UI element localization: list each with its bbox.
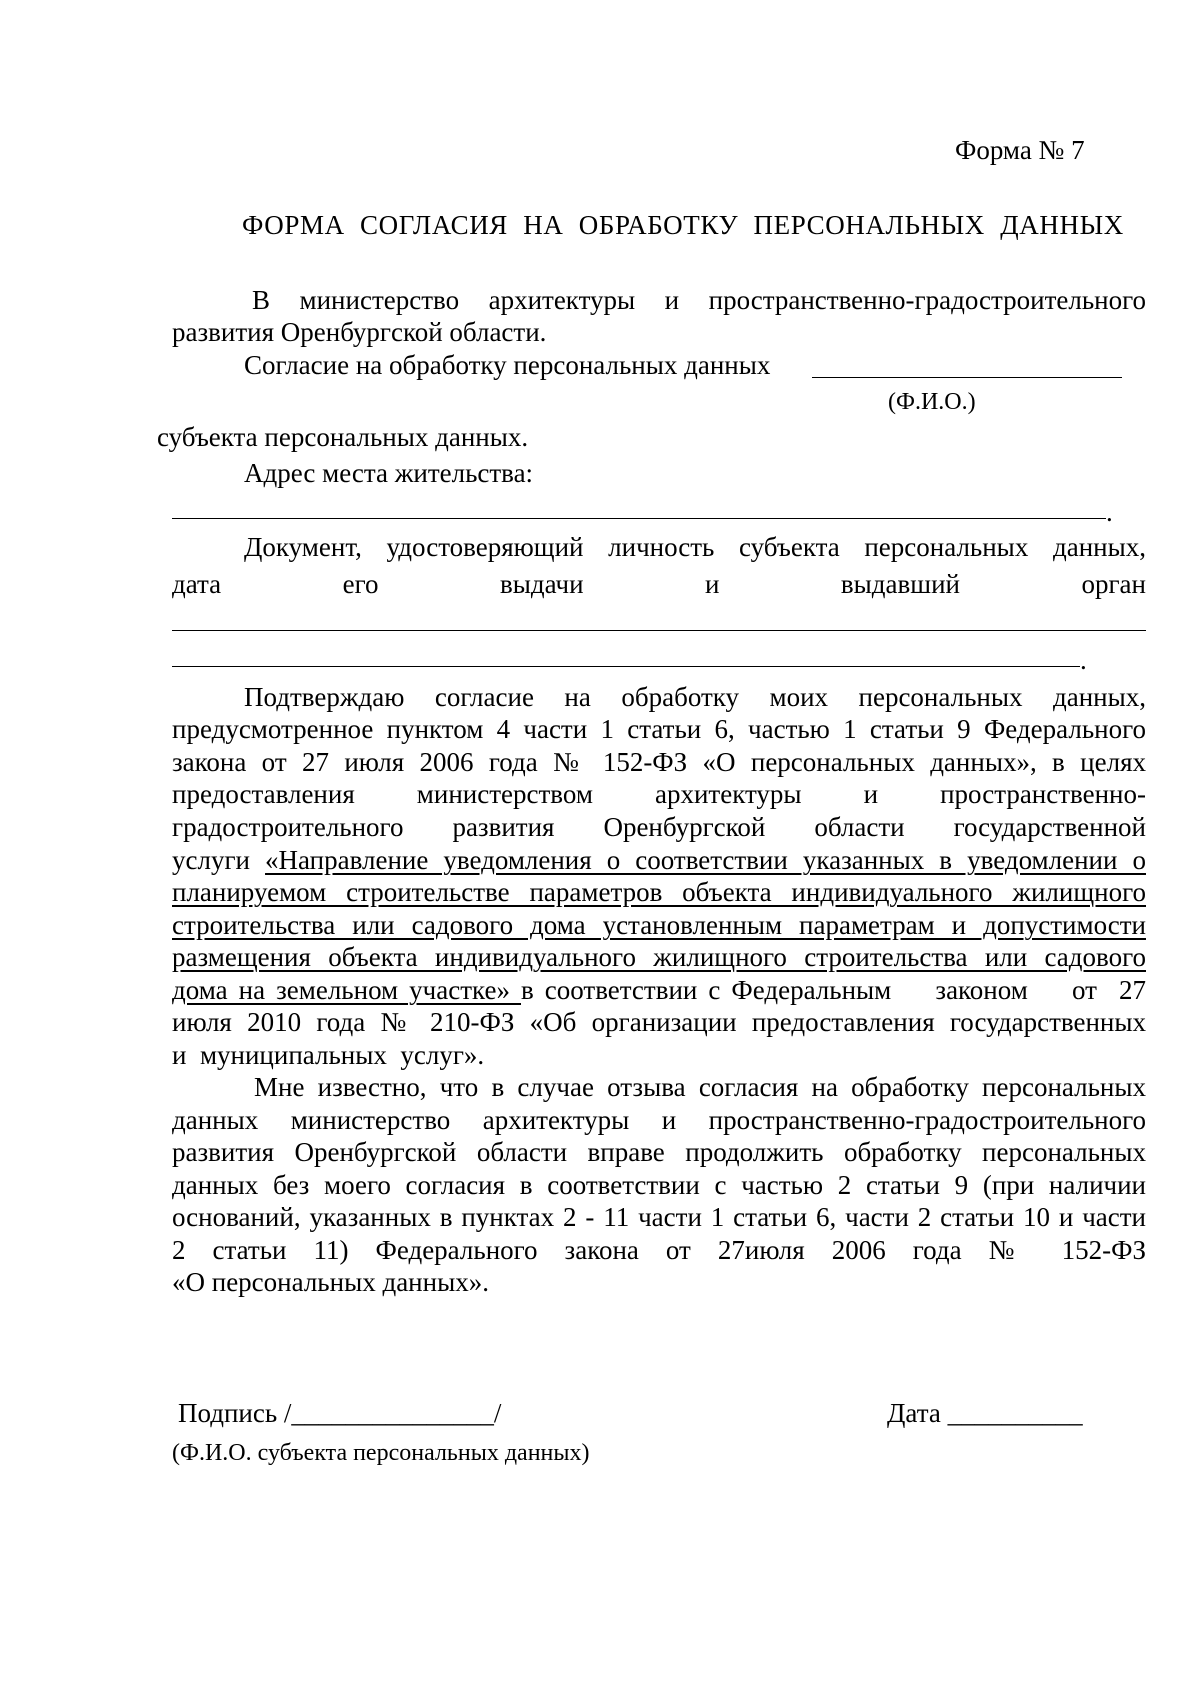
confirm-line-2: предусмотренное пунктом 4 части 1 статьи 6, частью 1 статьи 9 Федерального bbox=[172, 714, 1146, 744]
notice-line-6: 2 статьи 11) Федерального закона от 27июля 2006 года № 152-ФЗ bbox=[172, 1235, 1146, 1265]
document-input-line-2[interactable] bbox=[172, 666, 1080, 667]
notice-line-4: данных без моего согласия в соответствии с частью 2 статьи 9 (при наличии bbox=[172, 1170, 1146, 1200]
service-line-6: июля 2010 года № 210-ФЗ «Об организации предоставления государственных bbox=[172, 1007, 1146, 1037]
document-line-1: Документ, удостоверяющий личность субъекта персональных данных, bbox=[244, 532, 1146, 562]
signature-input[interactable]: _______________ bbox=[291, 1398, 494, 1428]
confirm-line-3: закона от 27 июля 2006 года № 152-ФЗ «О персональных данных», в целях bbox=[172, 747, 1146, 777]
signature-block bbox=[178, 1397, 501, 1429]
notice-line-2: данных министерство архитектуры и пространственно-градостроительного bbox=[172, 1105, 1146, 1135]
date-input[interactable]: __________ bbox=[947, 1398, 1083, 1428]
notice-line-5: оснований, указанных в пунктах 2 - 11 части 1 статьи 6, части 2 статьи 10 и части bbox=[172, 1202, 1146, 1232]
document-word: выдачи bbox=[499, 569, 584, 599]
document-word: его bbox=[342, 569, 379, 599]
notice-line-3: развития Оренбургской области вправе продолжить обработку персональных bbox=[172, 1137, 1146, 1167]
fio-hint: (Ф.И.О.) bbox=[888, 389, 976, 415]
document-title: ФОРМА СОГЛАСИЯ НА ОБРАБОТКУ ПЕРСОНАЛЬНЫХ ДАННЫХ bbox=[242, 210, 1124, 240]
document-line-period: . bbox=[1080, 645, 1087, 675]
confirm-line-1: Подтверждаю согласие на обработку моих персональных данных, bbox=[244, 682, 1146, 712]
service-law-ref: в соответствии с Федеральным законом от 27 bbox=[521, 975, 1146, 1005]
service-line-3: строительства или садового дома установленным параметрам и допустимости bbox=[172, 910, 1146, 940]
fio-input-line[interactable] bbox=[812, 377, 1122, 378]
service-name-part: дома на земельном участке» bbox=[172, 975, 521, 1005]
consent-label: Согласие на обработку персональных данных bbox=[244, 350, 771, 380]
service-name-part: «Направление уведомления о соответствии указанных в уведомлении о bbox=[265, 845, 1146, 875]
addressee-line-1: В министерство архитектуры и пространственно-градостроительного bbox=[252, 285, 1146, 315]
address-label: Адрес места жительства: bbox=[244, 458, 534, 488]
service-prefix: услуги bbox=[172, 845, 266, 875]
service-line-4: размещения объекта индивидуального жилищного строительства или садового bbox=[172, 942, 1146, 972]
confirm-line-4: предоставления министерством архитектуры и пространственно- bbox=[172, 779, 1146, 809]
document-word: выдавший bbox=[840, 569, 960, 599]
service-line-1 bbox=[172, 844, 1146, 876]
signature-label: Подпись / bbox=[178, 1398, 292, 1428]
service-line-2: планируемом строительстве параметров объекта индивидуального жилищного bbox=[172, 877, 1146, 907]
document-line-2 bbox=[172, 568, 1146, 600]
signature-caption: (Ф.И.О. субъекта персональных данных) bbox=[172, 1440, 590, 1466]
addressee-line-2: развития Оренбургской области. bbox=[172, 317, 547, 347]
service-line-5 bbox=[172, 974, 1146, 1006]
form-number: Форма № 7 bbox=[955, 135, 1085, 165]
document-input-line-1[interactable] bbox=[172, 630, 1146, 631]
address-line-period: . bbox=[1106, 497, 1113, 527]
date-block bbox=[887, 1397, 1083, 1429]
address-input-line[interactable] bbox=[172, 518, 1106, 519]
notice-line-7: «О персональных данных». bbox=[172, 1267, 489, 1297]
document-word: орган bbox=[1081, 569, 1146, 599]
document-word: дата bbox=[172, 569, 222, 599]
confirm-line-5: градостроительного развития Оренбургской области государственной bbox=[172, 812, 1146, 842]
signature-slash: / bbox=[493, 1398, 502, 1428]
subject-label: субъекта персональных данных. bbox=[157, 422, 529, 452]
document-word: и bbox=[705, 569, 720, 599]
notice-line-1: Мне известно, что в случае отзыва согласия на обработку персональных bbox=[254, 1072, 1146, 1102]
service-line-7: и муниципальных услуг». bbox=[172, 1040, 485, 1070]
date-label: Дата bbox=[887, 1398, 941, 1428]
